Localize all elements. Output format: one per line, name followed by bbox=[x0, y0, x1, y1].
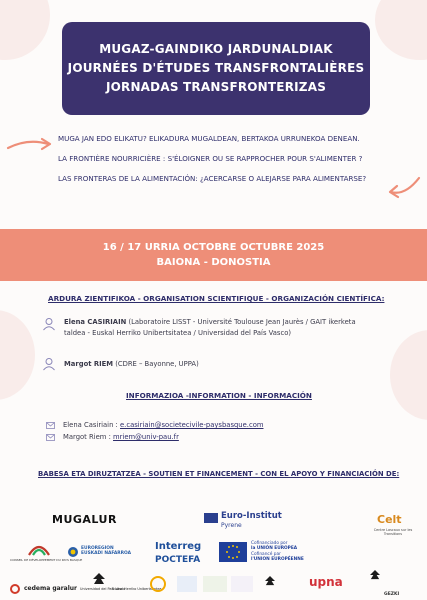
euroregion-text: EUROREGION bbox=[81, 546, 114, 551]
euskadi-text: EUSKADI NAFARROA bbox=[81, 551, 132, 556]
logos-area bbox=[0, 500, 427, 600]
arrow-right-icon bbox=[6, 134, 56, 154]
celt-logo: Celt bbox=[377, 513, 402, 526]
user-icon bbox=[42, 317, 56, 331]
person-name: Margot RIEM bbox=[64, 360, 114, 368]
decor-blob bbox=[0, 310, 35, 400]
decor-blob bbox=[0, 0, 50, 60]
interreg-logo: Interreg bbox=[155, 541, 202, 552]
person-affiliation: (CDRE – Bayonne, UPPA) bbox=[113, 360, 199, 368]
partner-logo-icon bbox=[150, 576, 166, 592]
person-affiliation: (Laboratoire LISST - Université Toulouse Jean Jaurès / GAIT ikerketa bbox=[126, 318, 356, 326]
celt-sub-logo: Centre Lascaux sur les Transitions bbox=[373, 528, 413, 536]
euroinstitut-logo: Euro-Institut bbox=[221, 511, 282, 521]
cofin-fr-2: l'UNION EUROPÉENNE bbox=[251, 557, 304, 563]
person-margot bbox=[42, 357, 382, 371]
euroinstitut-flag-icon bbox=[204, 513, 218, 523]
event-dates: 16 / 17 URRIA OCTOBRE OCTUBRE 2025 bbox=[102, 242, 325, 253]
person-affiliation-2: taldea - Euskal Herriko Unibertsitatea / Universidad del País Vasco) bbox=[64, 329, 292, 337]
decor-blob bbox=[390, 330, 427, 420]
cedema-logo: cedema garalur bbox=[24, 585, 78, 592]
title-line-eu: MUGAZ-GAINDIKO JARDUNALDIAK bbox=[99, 42, 333, 56]
title-line-es: JORNADAS TRANSFRONTERIZAS bbox=[105, 80, 327, 94]
title-line-fr: JOURNÉES D'ÉTUDES TRANSFRONTALIÈRES bbox=[67, 61, 365, 75]
partner-logo-icon bbox=[203, 576, 227, 592]
person-elena bbox=[42, 317, 382, 339]
title-box bbox=[62, 22, 370, 115]
cofin-fr-1: Cofinancé par bbox=[251, 551, 281, 557]
ehu-tree-icon bbox=[264, 576, 276, 586]
upna-logo: upna bbox=[309, 575, 343, 589]
date-band bbox=[0, 229, 427, 281]
cofin-es-1: Cofinanciado por bbox=[251, 541, 288, 546]
ehu-text-es: Universidad del País Vasco bbox=[80, 587, 126, 591]
ehu-tree-icon bbox=[92, 573, 106, 585]
conseil-logo-icon bbox=[28, 542, 50, 556]
support-heading: BABESA ETA DIRUZTATZEA - SOUTIEN ET FINANCEMENT - CON EL APOYO Y FINANCIACIÓN DE: bbox=[38, 470, 400, 478]
ehu-logo-eu: Euskal Herriko Unibertsitatea bbox=[112, 587, 162, 591]
decor-blob bbox=[375, 0, 427, 60]
cedema-icon bbox=[10, 584, 20, 594]
euroregion-logo bbox=[81, 546, 131, 556]
user-icon bbox=[42, 357, 56, 371]
partner-logo-icon bbox=[177, 576, 197, 592]
euroregion-logo-icon bbox=[67, 546, 79, 558]
email-link[interactable]: mriem@univ-pau.fr bbox=[113, 433, 179, 441]
contact-margot bbox=[46, 433, 179, 441]
contact-label: Margot Riem : bbox=[63, 433, 114, 441]
poctefa-logo: POCTEFA bbox=[155, 555, 201, 565]
mail-icon bbox=[46, 434, 55, 441]
question-es: LAS FRONTERAS DE LA ALIMENTACIÓN: ¿ACERCARSE O ALEJARSE PARA ALIMENTARSE? bbox=[58, 174, 367, 183]
question-fr: LA FRONTIÈRE NOURRICIÈRE : S'ÉLOIGNER OU SE RAPPROCHER POUR S'ALIMENTER ? bbox=[58, 154, 363, 163]
question-eu: MUGA JAN EDO ELIKATU? ELIKADURA MUGALDEAN, BERTAKOA URRUNEKOA DENEAN. bbox=[58, 134, 360, 143]
cofin-logo bbox=[251, 541, 304, 563]
mail-icon bbox=[46, 422, 55, 429]
cofin-es-2: la UNIÓN EUROPEA bbox=[251, 546, 298, 552]
event-places: BAIONA - DONOSTIA bbox=[156, 257, 271, 268]
mugalur-logo: MUGALUR bbox=[52, 513, 117, 526]
gezki-logo: GEZKI bbox=[384, 592, 400, 597]
contact-elena bbox=[46, 421, 263, 429]
eu-flag-icon bbox=[219, 542, 247, 562]
information-heading: INFORMAZIOA -INFORMATION - INFORMACIÓN bbox=[126, 391, 312, 400]
ehu-tree-icon bbox=[369, 570, 381, 580]
questions-block bbox=[58, 133, 408, 193]
conseil-logo: CONSEIL DE DÉVELOPPEMENT DU PAYS BASQUE bbox=[10, 558, 83, 562]
contact-label: Elena Casiriain : bbox=[63, 421, 120, 429]
organisation-heading: ARDURA ZIENTIFIKOA - ORGANISATION SCIENTIFIQUE - ORGANIZACIÓN CIENTÍFICA: bbox=[48, 294, 385, 303]
pyrene-logo: Pyrene bbox=[221, 522, 242, 529]
person-name: Elena CASIRIAIN bbox=[64, 318, 127, 326]
email-link[interactable]: e.casiriain@societecivile-paysbasque.com bbox=[120, 421, 264, 429]
partner-logo-icon bbox=[231, 576, 253, 592]
